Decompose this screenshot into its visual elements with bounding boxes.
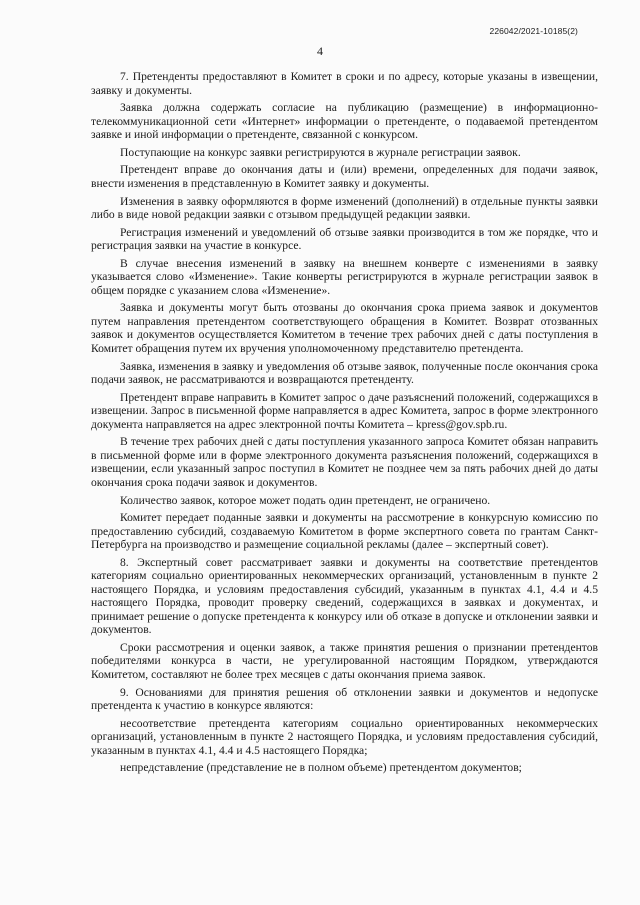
paragraph-clarification-response: В течение трех рабочих дней с даты поступления указанного запроса Комитет обязан направить в письменной форме или в форме электронного документа разъяснения положений, содержащихся в извещении, если указанный запрос поступил в Комитет не позднее чем за пять рабочих дней до даты окончания срока подачи заявок и документов. [91,435,598,489]
paragraph-withdrawal: Заявка и документы могут быть отозваны до окончания срока приема заявок и документов путем направления претендентом соответствующего обращения в Комитет. Возврат отозванных заявок и документов осуществляется Комитетом в течение трех рабочих дней с даты поступления в Комитет обращения путем их вручения уполномоченному представителю претендента. [91,301,598,355]
paragraph-changes-registration: Регистрация изменений и уведомлений об отзыве заявки производится в том же порядке, что и регистрация заявки на участие в конкурсе. [91,225,598,253]
paragraph-expert-council: Комитет передает поданные заявки и документы на рассмотрение в конкурсную комиссию по предоставлению субсидий, создаваемую Комитетом в форме экспертного совета по грантам Санкт-Петербурга на производство и размещение социальной рекламы (далее – экспертный совет). [91,511,598,552]
paragraph-consent: Заявка должна содержать согласие на публикацию (размещение) в информационно-телекоммуникационной сети «Интернет» информации о претенденте, о подаваемой претендентом заявке и иной информации о претенденте, связанной с конкурсом. [91,101,598,142]
paragraph-clarification-request: Претендент вправе направить в Комитет запрос о даче разъяснений положений, содержащихся в извещении. Запрос в письменной форме направляется в адрес Комитета, запрос в форме электронного документа направляется на адрес электронной почты Комитета – kpress@gov.spb.ru. [91,390,598,431]
paragraph-changes-form: Изменения в заявку оформляются в форме изменений (дополнений) в отдельные пункты заявки либо в виде новой редакции заявки с отзывом предыдущей редакции заявки. [91,194,598,222]
page-number: 4 [317,44,323,58]
paragraph-late-submissions: Заявка, изменения в заявку и уведомления об отзыве заявок, полученные после окончания срока подачи заявок, не рассматриваются и возвращаются претенденту. [91,359,598,387]
paragraph-application-count: Количество заявок, которое может подать один претендент, не ограничено. [120,493,491,507]
document-registration-number: 226042/2021-10185(2) [489,26,578,36]
paragraph-nonconformity: несоответствие претендента категориям социально ориентированных некоммерческих организаций, установленным в пункте 2 настоящего Порядка, и условиям предоставления субсидий, указанным в пунктах 4.1, 4.4 и 4.5 настоящего Порядка; [91,716,598,757]
paragraph-envelope: В случае внесения изменений в заявку на внешнем конверте с изменениями в заявку указывается слово «Изменение». Такие конверты регистрируются в журнале регистрации заявок в общем порядке с указанием слова «Изменение». [91,256,598,297]
paragraph-registration: Поступающие на конкурс заявки регистрируются в журнале регистрации заявок. [120,145,521,159]
paragraph-review-terms: Сроки рассмотрения и оценки заявок, а также принятия решения о признании претендентов победителями конкурса в части, не урегулированной настоящим Порядком, утверждаются Комитетом, составляют не более трех месяцев с даты окончания приема заявок. [91,640,598,681]
paragraph-7: 7. Претенденты предоставляют в Комитет в сроки и по адресу, которые указаны в извещении, заявку и документы. [91,70,598,97]
paragraph-missing-documents: непредставление (представление не в полном объеме) претендентом документов; [120,761,522,775]
paragraph-8: 8. Экспертный совет рассматривает заявки и документы на соответствие претендентов категориям социально ориентированных некоммерческих организаций, установленным в пункте 2 настоящего Порядка, и условиям предоставления субсидий, указанным в пунктах 4.1, 4.4 и 4.5 настоящего Порядка, проводит проверку сведений, содержащихся в заявках и документах, и принимает решение о допуске претендента к конкурсу или об отказе в допуске и отклонении заявки и документов. [91,555,598,637]
document-body [91,70,598,779]
paragraph-9: 9. Основаниями для принятия решения об отклонении заявки и документов и недопуске претендента к участию в конкурсе являются: [91,685,598,713]
paragraph-changes-right: Претендент вправе до окончания даты и (или) времени, определенных для подачи заявок, внести изменения в представленную в Комитет заявку и документы. [91,163,598,190]
